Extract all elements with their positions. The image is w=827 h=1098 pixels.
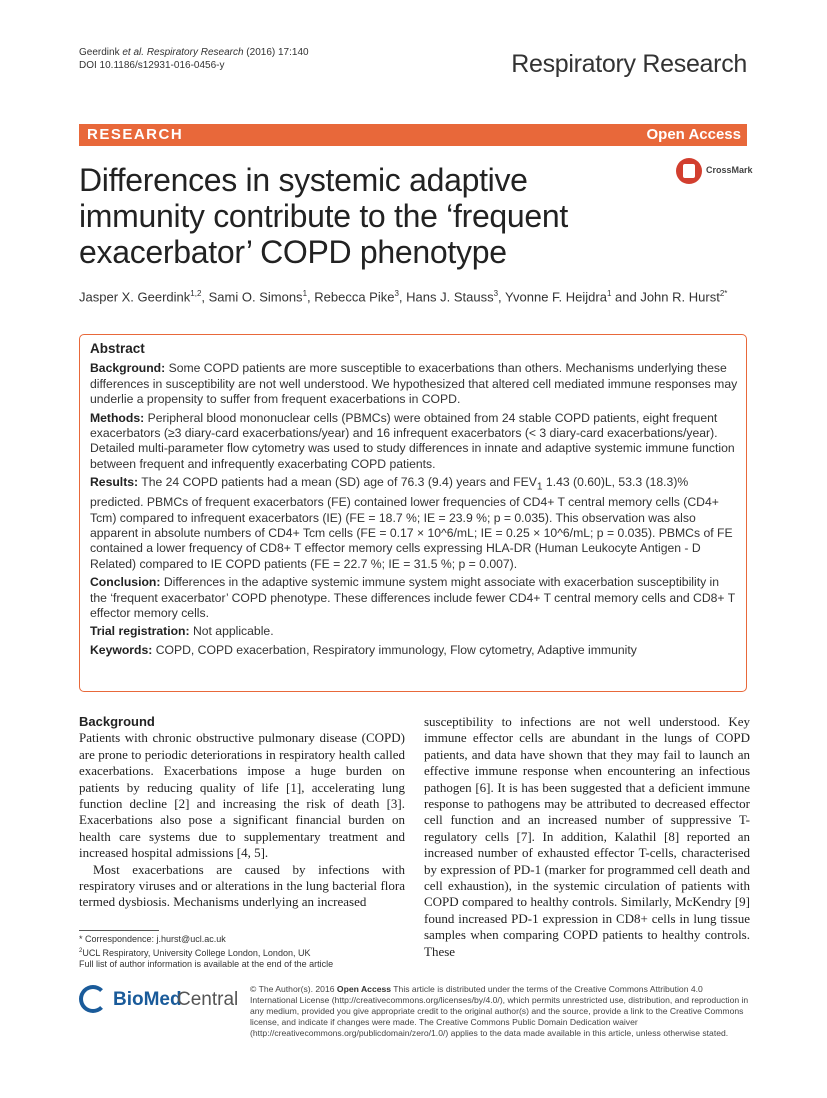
abstract-conclusion: Conclusion: Differences in the adaptive systemic immune system might associate with exacerbation susceptibility in the ‘frequent exacerbator’ COPD phenotype. These differences include fewer CD4+ T central memory cells and CD8+ T effector memory cells.: [90, 575, 735, 620]
left-column: [79, 714, 405, 911]
citation: Geerdink et al. Respiratory Research (2016) 17:140 DOI 10.1186/s12931-016-0456-y: [79, 47, 309, 71]
article-type-banner: [79, 124, 747, 146]
article-title: Differences in systemic adaptive immunity contribute to the ‘frequent exacerbator’ COPD phenotype: [79, 162, 569, 270]
journal-name: Respiratory Research: [511, 50, 747, 78]
author: John R. Hurst: [640, 289, 720, 305]
author-info-note: Full list of author information is available at the end of the article: [79, 959, 334, 969]
correspondence[interactable]: * Correspondence: j.hurst@ucl.ac.uk: [79, 934, 226, 944]
abstract-methods: Methods: Peripheral blood mononuclear cells (PBMCs) were obtained from 24 stable COPD patients, eight frequent exacerbators (≥3 diary-card exacerbations/year) and 16 infrequent exacerbators (< 3 diary-card exacerbations/year). Detailed multi-parameter flow cytometry was used to study differences in innate and adaptive systemic immune function between frequent and infrequently exacerbating COPD patients.: [90, 410, 735, 471]
citation-journal: et al. Respiratory Research: [122, 47, 244, 58]
author: Hans J. Stauss: [406, 289, 494, 305]
article-type: RESEARCH: [87, 126, 184, 143]
crossmark-icon: [676, 158, 702, 184]
footnote-divider: [79, 930, 159, 931]
author: Yvonne F. Heijdra: [505, 289, 607, 305]
author: Sami O. Simons: [208, 289, 303, 305]
footnotes: [79, 934, 333, 971]
author: Jasper X. Geerdink: [79, 289, 191, 305]
abstract-heading: Abstract: [90, 341, 145, 356]
affiliation: $^2$UCL Respiratory, University College London, London, UK: [79, 947, 311, 958]
abstract-keywords: Keywords: COPD, COPD exacerbation, Respiratory immunology, Flow cytometry, Adaptive immunity: [90, 642, 637, 657]
author: Rebecca Pike: [314, 289, 395, 305]
paragraph: Patients with chronic obstructive pulmonary disease (COPD) are prone to periodic deteriorations in respiratory health called exacerbations. Exacerbations impose a huge burden on patients by reducing quality of life [1], accelerating lung function decline [2] and increasing the risk of death [3]. Exacerbations also pose a significant financial burden on health care systems due to supplementary treatment and increased hospital admissions [4, 5].: [79, 730, 405, 861]
paragraph: Most exacerbations are caused by infections with respiratory viruses and or alterations in the lung bacterial flora termed dysbiosis. Mechanisms underlying an increased: [79, 861, 405, 910]
abstract-trial: Trial registration: Not applicable.: [90, 624, 274, 639]
paragraph: susceptibility to infections are not well understood. Key immune effector cells are abundant in the lungs of COPD patients, and data have shown that they may fail to launch an effective immune response when encountering an infectious pathogen [6]. It is has been suggested that a deficient immune response to pathogens may be attributed to decreased effector cell function and an increased number of suppressive T-regulatory cells [7]. In addition, Kalathil [8] reported an increased number of exhausted effector T-cells, characterised by expression of PD-1 (marker for programmed cell death and cell exhaustion), in the systemic circulation of patients with COPD compared to healthy controls. Similarly, McKendry [9] found increased PD-1 expression in CD8+ cells in lung tissue samples when comparing COPD patients to healthy controls. These: [424, 714, 750, 959]
right-column: [424, 714, 750, 960]
section-heading: Background: [79, 714, 155, 729]
abstract-results: Results: The 24 COPD patients had a mean (SD) age of 76.3 (9.4) years and $FEV_1$ 1.43 (0.60)L, 53.3 (18.3)% predicted. PBMCs of frequent exacerbators (FE) contained lower frequencies of CD4+ T central memory cells (CD4+ Tcm) compared to infrequent exacerbators (IE) (FE = 18.7 %; IE = 23.9 %; p = 0.035). This observation was also apparent in absolute numbers of CD4+ Tcm cells (FE = 0.17 × 10^6/mL; IE = 0.25 × 10^6/mL; p = 0.035). PBMCs of FE contained a lower frequency of CD8+ T effector memory cells expressing HLA-DR (Human Leukocyte Antigen - D Related) compared to IE COPD patients (FE = 22.7 %; IE = 31.5 %; p = 0.007).: [90, 475, 733, 571]
biomed-central-logo: BioMed Central: [79, 983, 239, 1023]
author-list: Jasper X. Geerdink$^{1,2}$, Sami O. Simons$^1$, Rebecca Pike$^3$, Hans J. Stauss$^3$, Yvonne F. Heijdra$^1$ and John R. Hurst$^{2*}$: [79, 289, 728, 305]
crossmark-button[interactable]: CrossMark: [676, 158, 771, 188]
open-access-badge: Open Access: [646, 126, 741, 143]
doi[interactable]: DOI 10.1186/s12931-016-0456-y: [79, 60, 225, 71]
abstract-box: [79, 334, 747, 692]
abstract-background: Background: Some COPD patients are more susceptible to exacerbations than others. Mechanisms underlying these differences in susceptibility are not well understood. We hypothesized that altered cell mediated immune responses may underlie a propensity to suffer from frequent exacerbations in COPD.: [90, 361, 738, 407]
biomed-central-icon: [79, 985, 107, 1013]
license-text: © The Author(s). 2016 Open Access This article is distributed under the terms of the Creative Commons Attribution 4.0 International License (http://creativecommons.org/licenses/by/4.0/), which permits unrestricted use, distribution, and reproduction in any medium, provided you give appropriate credit to the original author(s) and the source, provide a link to the Creative Commons license, and indicate if changes were made. The Creative Commons Public Domain Dedication waiver (http://creativecommons.org/publicdomain/zero/1.0/) applies to the data made available in this article, unless otherwise stated.: [250, 984, 749, 1038]
